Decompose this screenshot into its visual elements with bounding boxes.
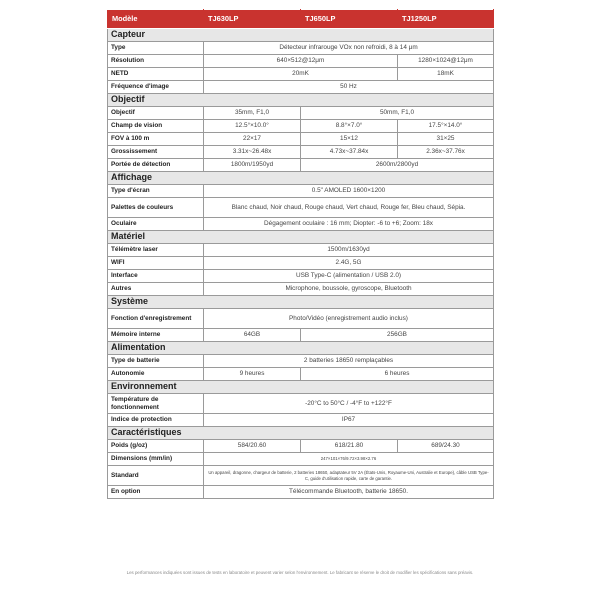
spec-value: 35mm, F1,0 (204, 107, 301, 120)
spec-row (108, 440, 494, 453)
section-header (108, 296, 494, 309)
spec-label: Autonomie (108, 368, 204, 381)
spec-row (108, 466, 494, 486)
spec-label: Poids (g/oz) (108, 440, 204, 453)
header-row (108, 10, 494, 29)
section-header (108, 342, 494, 355)
spec-label: Type d'écran (108, 185, 204, 198)
spec-row (108, 414, 494, 427)
spec-row (108, 68, 494, 81)
spec-value: 9 heures (204, 368, 301, 381)
spec-label: Champ de vision (108, 120, 204, 133)
section-title: Système (108, 296, 494, 309)
spec-row (108, 107, 494, 120)
spec-label: Fonction d'enregistrement (108, 309, 204, 329)
spec-label: Grossissement (108, 146, 204, 159)
spec-label: Indice de protection (108, 414, 204, 427)
spec-value: 640×512@12μm (204, 55, 398, 68)
spec-label: Type (108, 42, 204, 55)
spec-value: Microphone, boussole, gyroscope, Bluetooth (204, 283, 494, 296)
spec-label: Fréquence d'image (108, 81, 204, 94)
spec-row (108, 270, 494, 283)
spec-value: 20mK (204, 68, 398, 81)
spec-label: Oculaire (108, 218, 204, 231)
section-title: Capteur (108, 29, 494, 42)
section-header (108, 172, 494, 185)
spec-label: Autres (108, 283, 204, 296)
spec-row (108, 309, 494, 329)
spec-row (108, 486, 494, 499)
spec-row (108, 394, 494, 414)
section-header (108, 381, 494, 394)
spec-value: 15×12 (301, 133, 398, 146)
spec-row (108, 329, 494, 342)
spec-value: 64GB (204, 329, 301, 342)
footer-disclaimer: Les performances indiquées sont issues de tests en laboratoire et peuvent varier selon l'environnement. Le fabricant se réserve le droit de modifier les spécifications sans préavis. (126, 570, 474, 575)
spec-value: 2600m/2800yd (301, 159, 494, 172)
spec-row (108, 257, 494, 270)
spec-row (108, 81, 494, 94)
spec-row (108, 185, 494, 198)
spec-value: -20°C to 50°C / -4°F to +122°F (204, 394, 494, 414)
spec-value: 1280×1024@12μm (398, 55, 494, 68)
spec-value: Blanc chaud, Noir chaud, Rouge chaud, Vert chaud, Rouge fer, Bleu chaud, Sépia. (204, 198, 494, 218)
model-label: Modèle (108, 10, 204, 29)
spec-row (108, 42, 494, 55)
model-name: TJ650LP (301, 10, 398, 29)
spec-row (108, 198, 494, 218)
spec-row (108, 453, 494, 466)
spec-label: Dimensions (mm/in) (108, 453, 204, 466)
section-header (108, 94, 494, 107)
spec-label: FOV à 100 m (108, 133, 204, 146)
spec-value: IP67 (204, 414, 494, 427)
spec-label: NETD (108, 68, 204, 81)
spec-value: 31×25 (398, 133, 494, 146)
section-title: Objectif (108, 94, 494, 107)
spec-value: Dégagement oculaire : 16 mm; Diopter: -6 to +6; Zoom: 18x (204, 218, 494, 231)
spec-value: 256GB (301, 329, 494, 342)
section-title: Alimentation (108, 342, 494, 355)
spec-label: Palettes de couleurs (108, 198, 204, 218)
spec-value: 50 Hz (204, 81, 494, 94)
spec-row (108, 120, 494, 133)
spec-row (108, 355, 494, 368)
spec-label: Température de fonctionnement (108, 394, 204, 414)
spec-label: WIFI (108, 257, 204, 270)
spec-label: Interface (108, 270, 204, 283)
spec-row (108, 159, 494, 172)
section-title: Environnement (108, 381, 494, 394)
spec-value: 22×17 (204, 133, 301, 146)
spec-row (108, 283, 494, 296)
spec-value: 4.73x~37.84x (301, 146, 398, 159)
spec-value: 247×101×76/9.72×3.98×2.76 (204, 453, 494, 466)
spec-value: 50mm, F1,0 (301, 107, 494, 120)
spec-value: 1500m/1630yd (204, 244, 494, 257)
spec-row (108, 133, 494, 146)
spec-value: Photo/Vidéo (enregistrement audio inclus) (204, 309, 494, 329)
spec-value: 2 batteries 18650 remplaçables (204, 355, 494, 368)
section-title: Matériel (108, 231, 494, 244)
spec-row (108, 244, 494, 257)
spec-value: Détecteur infrarouge VOx non refroidi, 8 à 14 μm (204, 42, 494, 55)
section-header (108, 231, 494, 244)
spec-row (108, 146, 494, 159)
spec-value: 12.5°×10.0° (204, 120, 301, 133)
spec-row (108, 368, 494, 381)
spec-value: USB Type-C (alimentation / USB 2.0) (204, 270, 494, 283)
spec-value: 1800m/1950yd (204, 159, 301, 172)
spec-label: Résolution (108, 55, 204, 68)
model-name: TJ1250LP (398, 10, 494, 29)
spec-label: Type de batterie (108, 355, 204, 368)
spec-sheet (107, 9, 493, 499)
spec-label: Standard (108, 466, 204, 486)
section-header (108, 427, 494, 440)
spec-row (108, 55, 494, 68)
spec-value: Un appareil, dragonne, chargeur de batterie, 2 batteries 18650, adaptateur 5V 2A (États-Unis, Royaume-Uni, Australie et Europe), câble USB Type-C, guide d'utilisation rapide, carte de garantie. (204, 466, 494, 486)
spec-value: 8.8°×7.0° (301, 120, 398, 133)
spec-value: 689/24.30 (398, 440, 494, 453)
section-header (108, 29, 494, 42)
spec-value: 584/20.60 (204, 440, 301, 453)
section-title: Affichage (108, 172, 494, 185)
spec-label: Mémoire interne (108, 329, 204, 342)
section-title: Caractéristiques (108, 427, 494, 440)
spec-value: Télécommande Bluetooth, batterie 18650. (204, 486, 494, 499)
spec-label: En option (108, 486, 204, 499)
spec-value: 18mK (398, 68, 494, 81)
spec-table (107, 9, 494, 499)
model-name: TJ630LP (204, 10, 301, 29)
spec-label: Télémètre laser (108, 244, 204, 257)
spec-value: 0.5" AMOLED 1600×1200 (204, 185, 494, 198)
spec-value: 17.5°×14.0° (398, 120, 494, 133)
spec-value: 3.31x~26.48x (204, 146, 301, 159)
spec-label: Portée de détection (108, 159, 204, 172)
spec-value: 6 heures (301, 368, 494, 381)
spec-value: 2.36x~37.76x (398, 146, 494, 159)
spec-label: Objectif (108, 107, 204, 120)
spec-value: 2.4G, 5G (204, 257, 494, 270)
spec-row (108, 218, 494, 231)
spec-value: 618/21.80 (301, 440, 398, 453)
